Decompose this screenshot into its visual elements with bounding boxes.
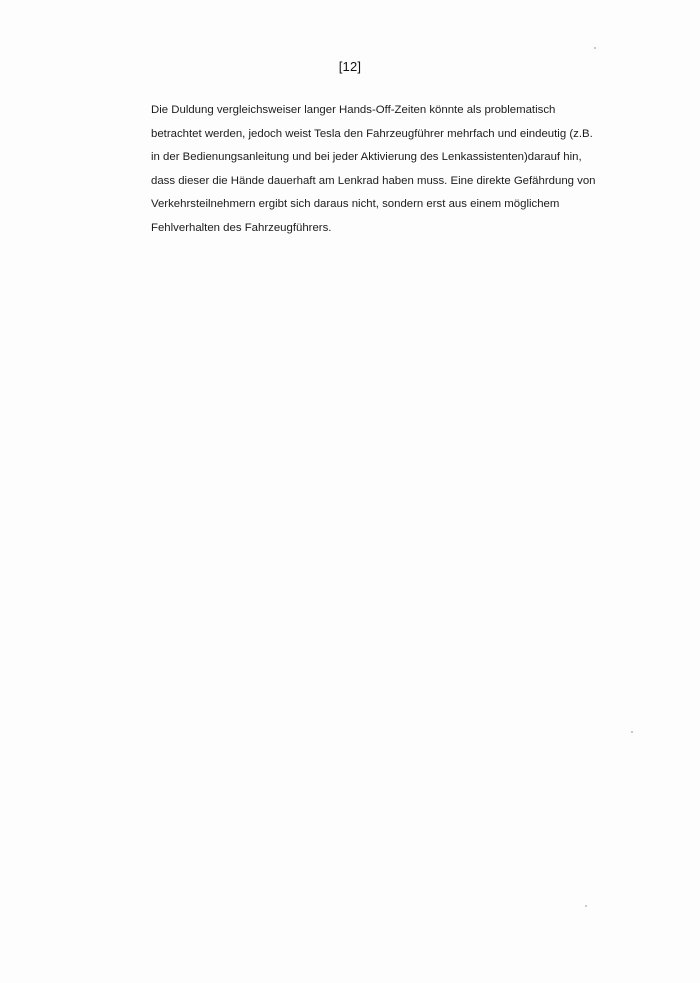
scan-speck [594, 47, 596, 49]
paragraph-line: Verkehrsteilnehmern ergibt sich daraus nicht, sondern erst aus einem möglichem [151, 198, 560, 211]
paragraph-line: dass dieser die Hände dauerhaft am Lenkrad haben muss. Eine direkte Gefährdung von [151, 174, 596, 187]
paragraph-line: Fehlverhalten des Fahrzeugführers. [151, 221, 332, 234]
scan-speck [585, 905, 587, 907]
paragraph-line: betrachtet werden, jedoch weist Tesla den Fahrzeugführer mehrfach und eindeutig (z.B. [151, 127, 593, 140]
page-number: [12] [338, 59, 362, 74]
paragraph-line: in der Bedienungsanleitung und bei jeder Aktivierung des Lenkassistenten)darauf hin, [151, 151, 582, 164]
scan-speck [631, 731, 633, 733]
body-paragraph [151, 99, 611, 241]
paragraph-line: Die Duldung vergleichsweiser langer Hands-Off-Zeiten könnte als problematisch [151, 104, 556, 116]
